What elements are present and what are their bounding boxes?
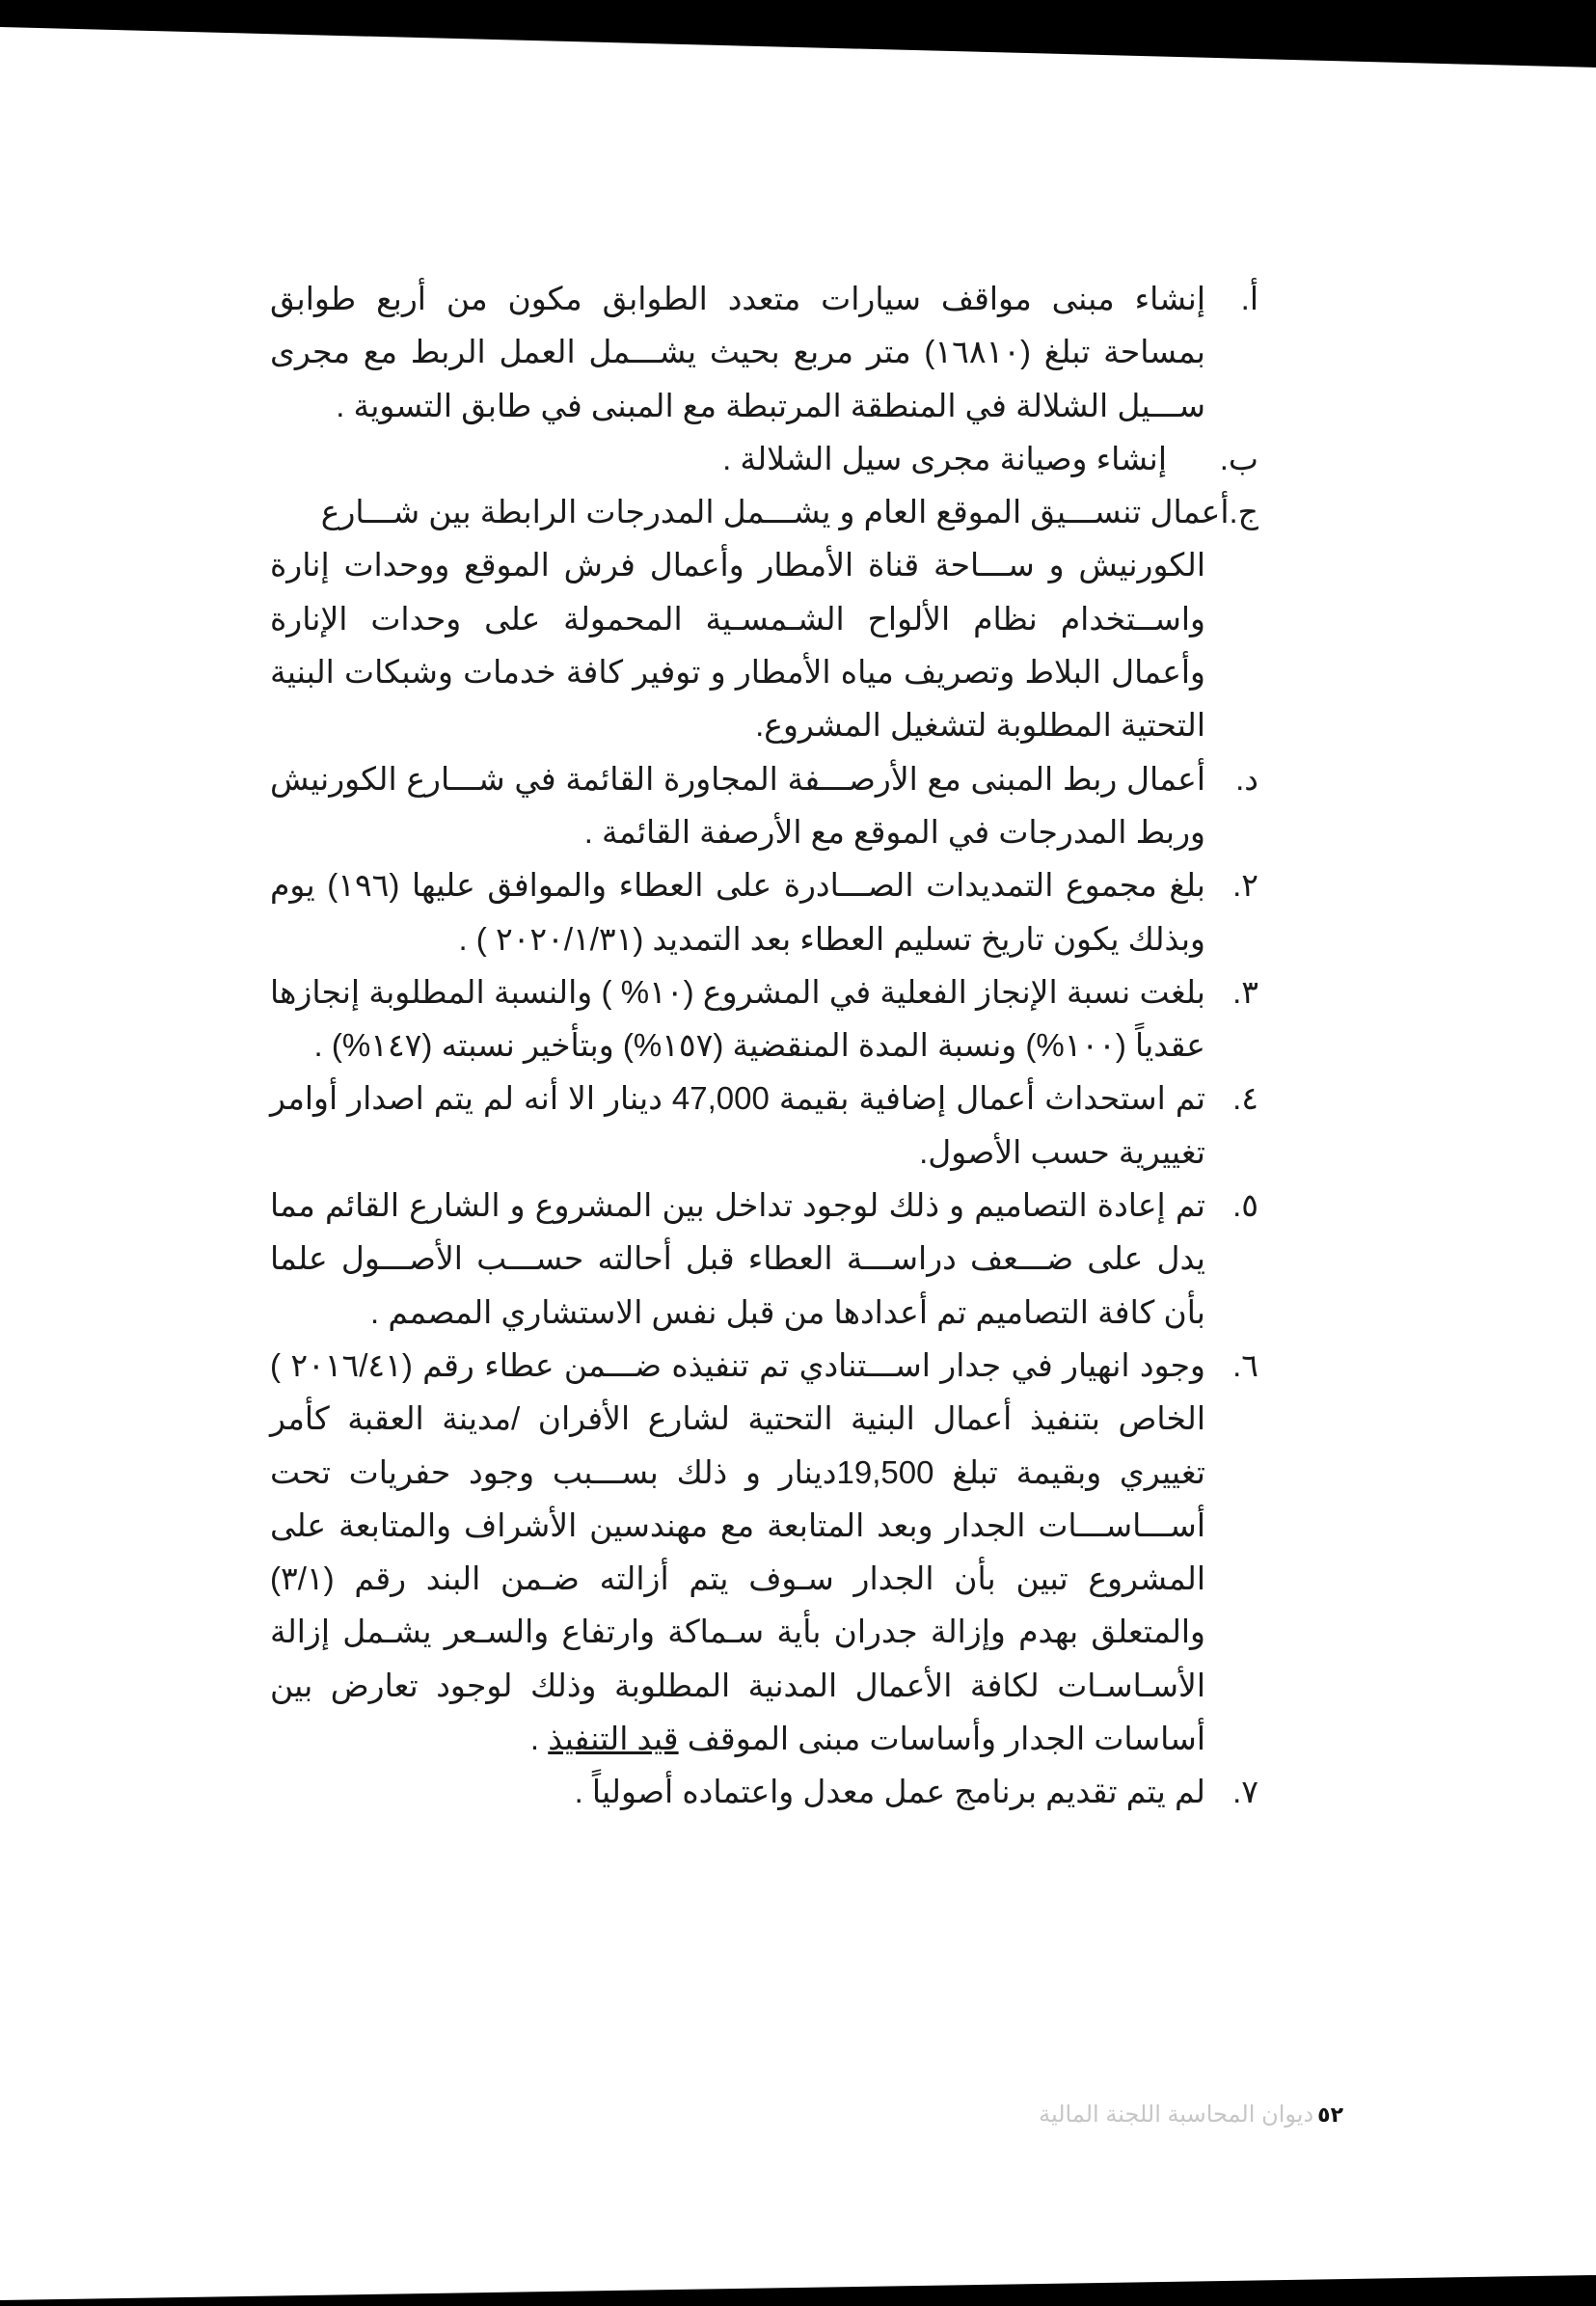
item-text: إنشاء مبنى مواقف سيارات متعدد الطوابق مكون من أربع طوابق بمساحة تبلغ (١٦٨١٠) متر مربع بحيث يشـــمل العمل الربط مع مجرى ســـيل الشلالة في المنطقة المرتبطة مع المبنى في طابق التسوية . bbox=[270, 281, 1205, 423]
sub-item-b bbox=[270, 432, 1258, 485]
sub-item-a bbox=[270, 272, 1258, 432]
item-first-line: أعمال تنســـيق الموقع العام و يشـــمل المدرجات الرابطة بين شـــارع bbox=[320, 494, 1230, 530]
item-marker: ب. bbox=[1219, 440, 1258, 476]
sub-item-j bbox=[270, 485, 1258, 751]
page-number: ٥٢ bbox=[1317, 2103, 1343, 2127]
item-marker: ٣. bbox=[1232, 973, 1258, 1010]
item-marker: ٧. bbox=[1232, 1774, 1258, 1810]
page-footer bbox=[1039, 2101, 1343, 2129]
item-text-underlined: قيد التنفيذ bbox=[548, 1721, 679, 1757]
item-text: تم إعادة التصاميم و ذلك لوجود تداخل بين المشروع و الشارع القائم مما يدل على ضـــعف دراســـة العطاء قبل أحالته حســـب الأصـــول علما بأن كافة التصاميم تم أعدادها من قبل نفس الاستشاري المصمم . bbox=[270, 1187, 1205, 1330]
numbered-item-7 bbox=[270, 1765, 1258, 1818]
numbered-item-3 bbox=[270, 965, 1258, 1072]
item-text: بلغت نسبة الإنجاز الفعلية في المشروع (١٠% ) والنسبة المطلوبة إنجازها عقدياً (١٠٠%) ونسبة المدة المنقضية (١٥٧%) وبتأخير نسبته (١٤٧%) . bbox=[270, 973, 1205, 1064]
item-marker: أ. bbox=[1240, 281, 1258, 316]
item-marker: د. bbox=[1235, 760, 1258, 797]
scan-edge-bottom bbox=[0, 2267, 1596, 2306]
numbered-item-2 bbox=[270, 858, 1258, 965]
item-text: أعمال ربط المبنى مع الأرصـــفة المجاورة القائمة في شـــارع الكورنيش وربط المدرجات في الموقع مع الأرصفة القائمة . bbox=[270, 760, 1205, 850]
item-text: الكورنيش و ســـاحة قناة الأمطار وأعمال فرش الموقع ووحدات إنارة واســتخدام نظام الألواح الشـمسـية المحمولة على وحدات الإنارة وأعمال البلاط وتصريف مياه الأمطار و توفير كافة خدمات وشبكات البنية التحتية المطلوبة لتشغيل المشروع. bbox=[270, 547, 1205, 744]
item-text-end: . bbox=[529, 1721, 549, 1757]
item-text: تم استحداث أعمال إضافية بقيمة 47,000 دينار الا أنه لم يتم اصدار أوامر تغييرية حسب الأصول. bbox=[270, 1080, 1205, 1170]
numbered-item-6 bbox=[270, 1339, 1258, 1765]
scan-edge-top bbox=[0, 0, 1596, 77]
item-marker: ٢. bbox=[1232, 867, 1258, 904]
item-text bbox=[270, 1347, 1205, 1756]
item-text: لم يتم تقديم برنامج عمل معدل واعتماده أصولياً . bbox=[574, 1774, 1205, 1810]
item-text: بلغ مجموع التمديدات الصـــادرة على العطاء والموافق عليها (١٩٦) يوم وبذلك يكون تاريخ تسليم العطاء بعد التمديد (٢٠٢٠/١/٣١ ) . bbox=[270, 867, 1205, 957]
item-marker: ٤. bbox=[1232, 1080, 1258, 1117]
item-marker: ٥. bbox=[1232, 1187, 1258, 1224]
item-text-body: وجود انهيار في جدار اســـتنادي تم تنفيذه ضـــمن عطاء رقم (٢٠١٦/٤١ ) الخاص بتنفيذ أعمال البنية التحتية لشارع الأفران /مدينة العقبة كأمر تغييري وبقيمة تبلغ 19,500دينار و ذلك بســـبب وجود حفريات تحت أســـاســـات الجدار وبعد المتابعة مع مهندسين الأشراف والمتابعة على المشروع تبين بأن الجدار سـوف يتم أزالته ضـمن البند رقم (٣/١) والمتعلق بهدم وإزالة جدران بأية سـماكة وارتفاع والسـعر يشـمل إزالة الأسـاسـات لكافة الأعمال المدنية المطلوبة وذلك لوجود تعارض بين أساسات الجدار وأساسات مبنى الموقف bbox=[270, 1346, 1205, 1757]
sub-item-d bbox=[270, 752, 1258, 859]
document-body bbox=[270, 272, 1258, 1819]
numbered-item-4 bbox=[270, 1072, 1258, 1179]
item-marker: ج. bbox=[1229, 494, 1258, 530]
item-text: إنشاء وصيانة مجرى سيل الشلالة . bbox=[722, 440, 1167, 476]
numbered-item-5 bbox=[270, 1179, 1258, 1339]
footer-label: ديوان المحاسبة اللجنة المالية bbox=[1039, 2102, 1314, 2128]
item-marker: ٦. bbox=[1232, 1346, 1258, 1383]
